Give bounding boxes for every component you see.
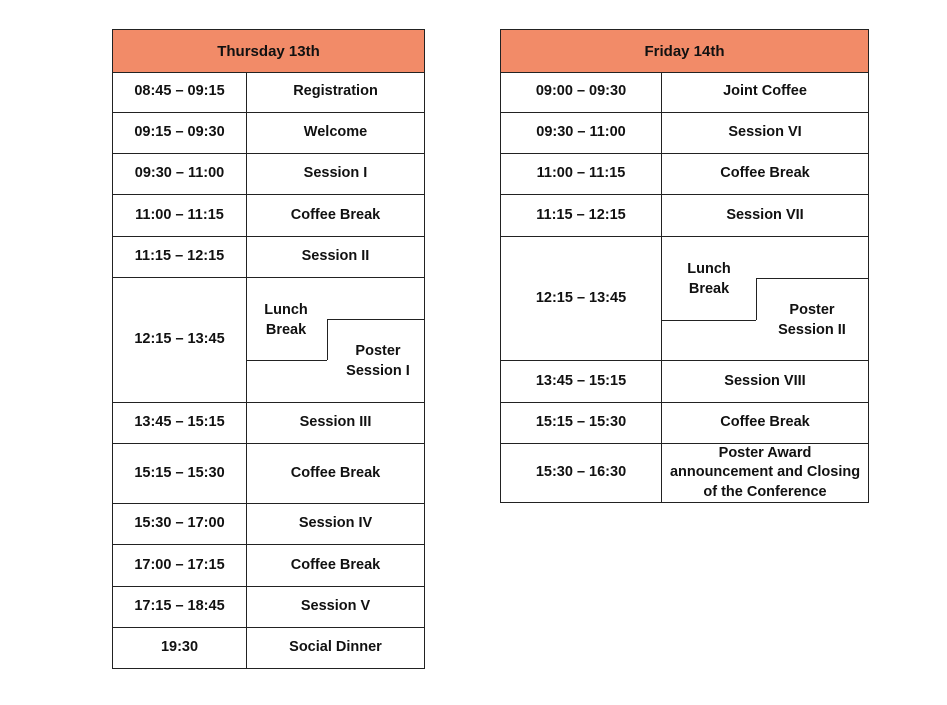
time-cell: 09:15 – 09:30 [113,113,247,153]
time-cell: 13:45 – 15:15 [113,403,247,443]
activity-cell: Session VII [726,206,804,223]
time-cell: 08:45 – 09:15 [113,72,247,112]
thursday-header: Thursday 13th [113,30,424,73]
activity-cell: Coffee Break [720,414,810,431]
time-cell: 09:30 – 11:00 [501,113,662,153]
lunch-break-label: Lunch Break [264,302,308,338]
divider [662,320,756,321]
activity-cell: Session VIII [724,372,806,389]
activity-cell: Session II [301,248,370,265]
activity-cell: Coffee Break [720,165,810,182]
time-cell: 12:15 – 13:45 [501,237,662,360]
activity-cell: Session I [303,165,368,182]
activity-cell: Coffee Break [290,206,381,223]
time-cell: 11:00 – 11:15 [113,195,247,236]
time-cell: 15:15 – 15:30 [113,444,247,503]
activity-cell: Registration [293,83,378,100]
poster-session-label: Poster Session I [346,343,410,379]
table-row [113,504,424,545]
time-cell: 19:30 [113,628,247,668]
activity-cell: Social Dinner [289,639,382,656]
time-cell: 15:30 – 16:30 [501,444,662,502]
table-row [113,237,424,278]
time-cell: 09:30 – 11:00 [113,154,247,194]
divider [327,319,328,360]
friday-header: Friday 14th [501,30,868,73]
lunch-poster-split [662,237,868,360]
divider [327,319,424,320]
lunch-poster-split [247,278,424,402]
table-row [113,403,424,444]
poster-session-label: Poster Session II [778,302,846,338]
table-row [501,195,868,237]
table-row-lunch-poster [501,237,868,361]
table-row [113,154,424,195]
time-cell: 15:15 – 15:30 [501,403,662,443]
activity-cell: Poster Award announcement and Closing of the Conference [669,444,861,500]
activity-cell: Session IV [298,515,373,532]
friday-schedule-table [500,29,869,503]
time-cell: 15:30 – 17:00 [113,504,247,544]
table-row [501,403,868,444]
time-cell: 17:00 – 17:15 [113,545,247,586]
table-row [501,154,868,195]
thursday-schedule-table [112,29,425,669]
table-row-lunch-poster [113,278,424,403]
time-cell: 09:00 – 09:30 [501,72,662,112]
table-row [113,587,424,628]
divider [756,278,757,320]
activity-cell: Coffee Break [290,556,381,573]
time-cell: 12:15 – 13:45 [113,278,247,402]
table-row [113,628,424,668]
time-cell: 11:15 – 12:15 [113,237,247,277]
divider [247,360,327,361]
time-cell: 11:15 – 12:15 [501,195,662,236]
time-cell: 17:15 – 18:45 [113,587,247,627]
time-cell: 11:00 – 11:15 [501,154,662,194]
activity-cell: Welcome [303,124,368,141]
activity-cell: Session III [299,414,372,431]
table-row [501,113,868,154]
lunch-break-label: Lunch Break [687,261,731,297]
divider [756,278,868,279]
table-row [501,444,868,502]
activity-cell: Joint Coffee [723,83,807,100]
table-row [113,72,424,113]
table-row [113,113,424,154]
table-row [113,545,424,587]
table-row [501,361,868,403]
activity-cell: Session V [300,598,371,615]
table-row [113,444,424,504]
table-row [113,195,424,237]
table-row [501,72,868,113]
time-cell: 13:45 – 15:15 [501,361,662,402]
activity-cell: Session VI [728,124,802,141]
activity-cell: Coffee Break [290,464,381,481]
